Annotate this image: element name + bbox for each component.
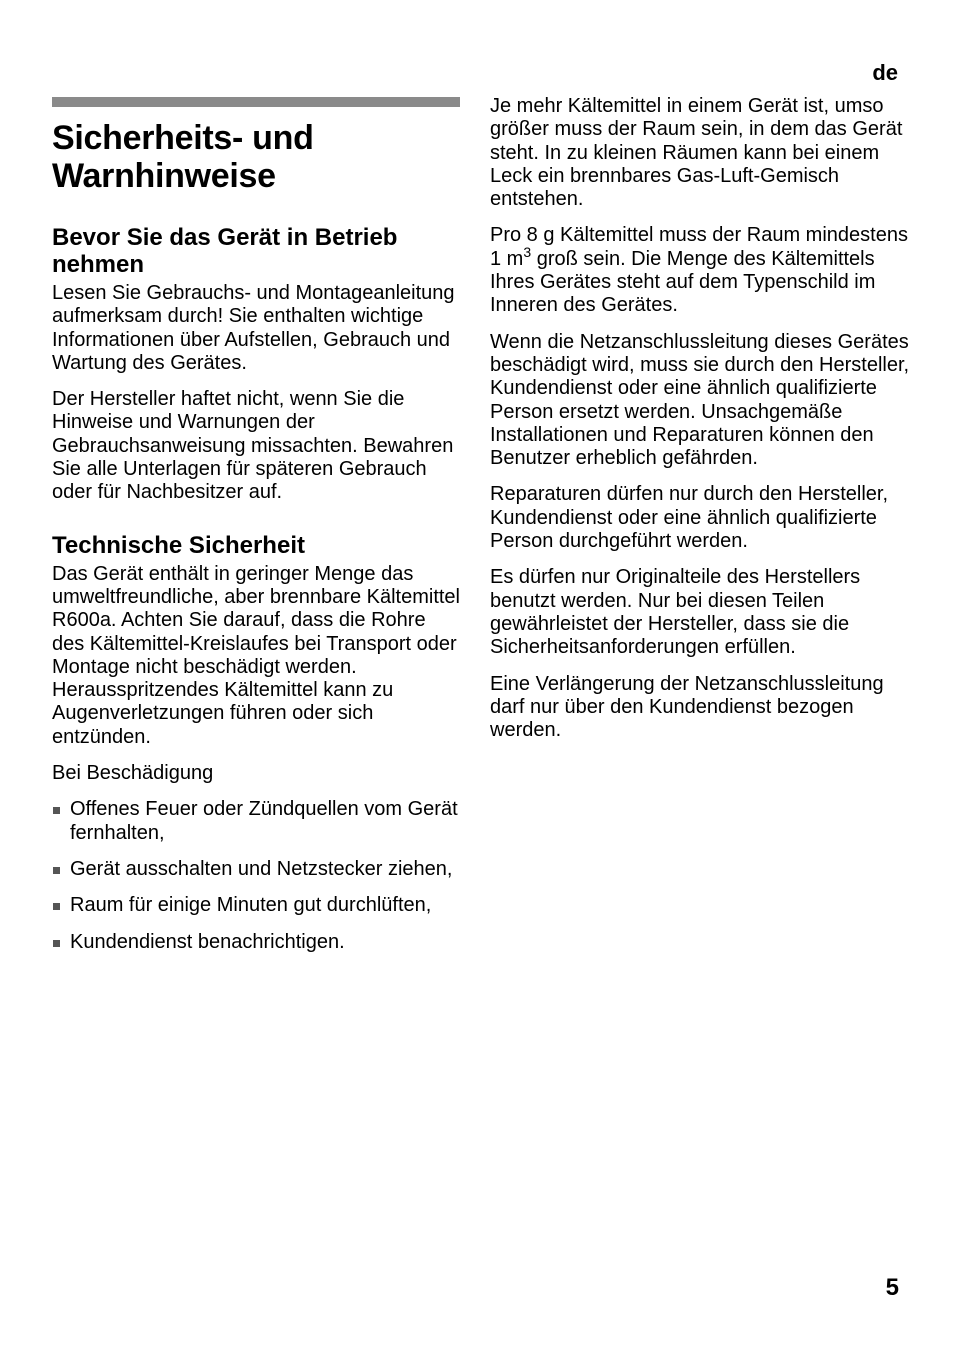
square-bullet-icon: [53, 940, 60, 947]
left-column: [52, 97, 462, 967]
list-item: [52, 894, 462, 917]
section-heading-technical-safety: Technische Sicherheit: [52, 531, 305, 559]
paragraph-power-cord-damage: Wenn die Netzanschlussleitung dieses Gerätes beschädigt wird, muss sie durch den Hersteller, Kundendienst oder eine ähnlich qualifizierte Person ersetzt werden. Unsachgemäße Installationen und Reparaturen können den Benutzer erheblich gefährden.: [490, 330, 910, 470]
list-item-text: Gerät ausschalten und Netzstecker ziehen,: [70, 857, 453, 880]
paragraph-manufacturer-liability: Der Hersteller haftet nicht, wenn Sie die Hinweise und Warnungen der Gebrauchsanweisung missachten. Bewahren Sie alle Unterlagen für späteren Gebrauch oder für Nachbesitzer auf.: [52, 388, 454, 504]
paragraph-room-volume: [490, 224, 910, 317]
section-heading-before-use: Bevor Sie das Gerät in Betrieb nehmen: [52, 224, 398, 278]
paragraph-cord-extension: Eine Verlängerung der Netzanschlussleitung darf nur über den Kundendienst bezogen werden.: [490, 672, 884, 742]
square-bullet-icon: [53, 807, 60, 814]
list-item-text: Raum für einige Minuten gut durchlüften,: [70, 894, 432, 917]
page-number: 5: [885, 1274, 899, 1301]
room-volume-text-start: Pro 8 g Kältemittel muss der Raum mindestens 1 m: [490, 224, 908, 270]
list-item: [52, 931, 462, 954]
page-title-line-1: Sicherheits- und: [52, 119, 314, 157]
cubic-superscript: 3: [523, 243, 532, 260]
room-volume-text-end: groß sein. Die Menge des Kältemittels Ihres Gerätes steht auf dem Typenschild im Inneren des Gerätes.: [490, 247, 876, 317]
paragraph-repairs: Reparaturen dürfen nur durch den Hersteller, Kundendienst oder eine ähnlich qualifizierte Person durchgeführt werden.: [490, 483, 889, 553]
paragraph-in-case-of-damage: Bei Beschädigung: [52, 762, 214, 785]
title-rule: [52, 97, 460, 107]
list-item-text: Kundendienst benachrichtigen.: [70, 930, 345, 953]
damage-steps-list: [52, 798, 462, 953]
language-tag: de: [872, 60, 898, 85]
square-bullet-icon: [53, 867, 60, 874]
paragraph-refrigerant-room-size: Je mehr Kältemittel in einem Gerät ist, umso größer muss der Raum sein, in dem das Gerät steht. In zu kleinen Räumen kann bei einem Leck ein brennbares Gas-Luft-Gemisch entstehen.: [490, 95, 903, 211]
list-item: [52, 798, 462, 845]
square-bullet-icon: [53, 903, 60, 910]
paragraph-refrigerant: Das Gerät enthält in geringer Menge das umweltfreundliche, aber brennbare Kältemittel R600a. Achten Sie darauf, dass die Rohre des Kältemittel-Kreislaufes bei Transport oder Montage nicht beschädigt werden. Herausspritzendes Kältemittel kann zu Augenverletzungen führen oder sich entzünden.: [52, 562, 460, 748]
list-item-text: Offenes Feuer oder Zündquellen vom Gerät fernhalten,: [70, 798, 458, 844]
list-item: [52, 858, 462, 881]
page-title: [52, 119, 462, 195]
page-title-line-2: Warnhinweise: [52, 157, 276, 195]
paragraph-read-instructions: Lesen Sie Gebrauchs- und Montageanleitung aufmerksam durch! Sie enthalten wichtige Informationen über Aufstellen, Gebrauch und Wartung des Gerätes.: [52, 282, 455, 374]
right-column: [490, 95, 910, 755]
paragraph-original-parts: Es dürfen nur Originalteile des Herstellers benutzt werden. Nur bei diesen Teilen gewährleistet der Hersteller, dass sie die Sicherheitsanforderungen erfüllen.: [490, 566, 861, 659]
